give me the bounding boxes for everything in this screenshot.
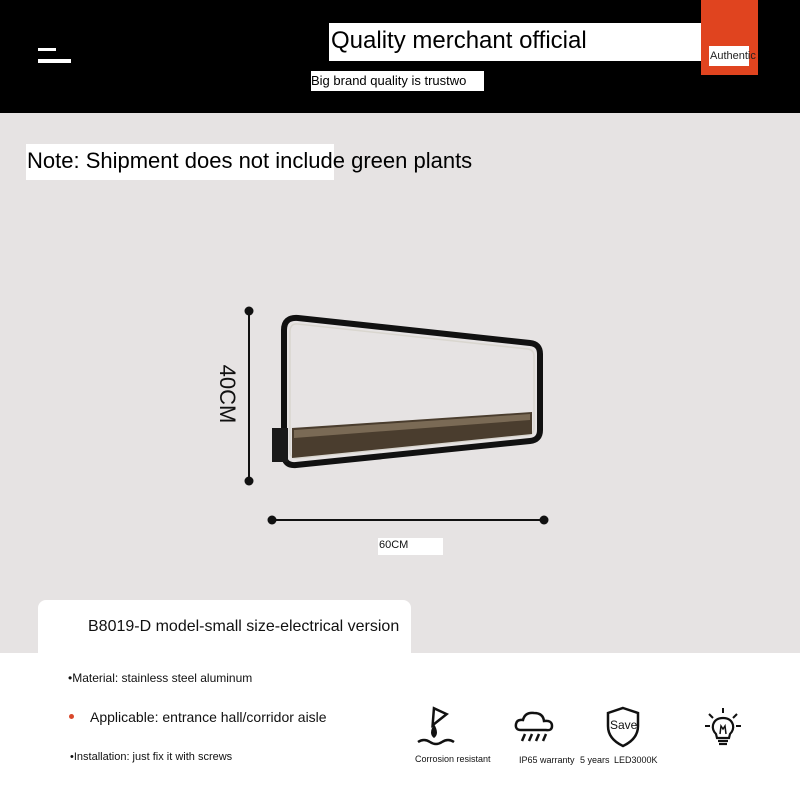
model-name: B8019-D model-small size-electrical version [88,618,400,635]
shield-icon-text: Save [610,718,638,732]
product-diagram [0,290,800,540]
width-dimension-label: 60CM [379,539,409,551]
waterproof-label: IP65 warranty [519,755,575,765]
wall-lamp-frame [272,318,540,465]
page-title: Quality merchant official [331,27,587,54]
menu-icon[interactable] [38,48,72,66]
light-bulb-icon [703,706,743,748]
spec-material: •Material: stainless steel aluminum [68,671,253,685]
red-bullet [69,714,74,719]
corrosion-drop-icon [414,706,456,748]
led-label: LED3000K [614,755,658,765]
width-dimension-left-dot [268,516,277,525]
shipment-note: Note: Shipment does not include green plants [27,148,473,173]
height-dimension-bottom-dot [245,477,254,486]
rain-cloud-icon [513,708,555,744]
authentic-badge-label: Authentic [710,50,756,62]
height-dimension-label: 40CM [215,364,240,424]
height-dimension-top-dot [245,307,254,316]
corrosion-label: Corrosion resistant [415,754,491,764]
page-subtitle: Big brand quality is trustwo [311,71,484,91]
warranty-label: 5 years [580,755,610,765]
spec-installation: •Installation: just fix it with screws [70,751,233,763]
spec-applicable: Applicable: entrance hall/corridor aisle [90,709,327,725]
width-dimension-right-dot [540,516,549,525]
